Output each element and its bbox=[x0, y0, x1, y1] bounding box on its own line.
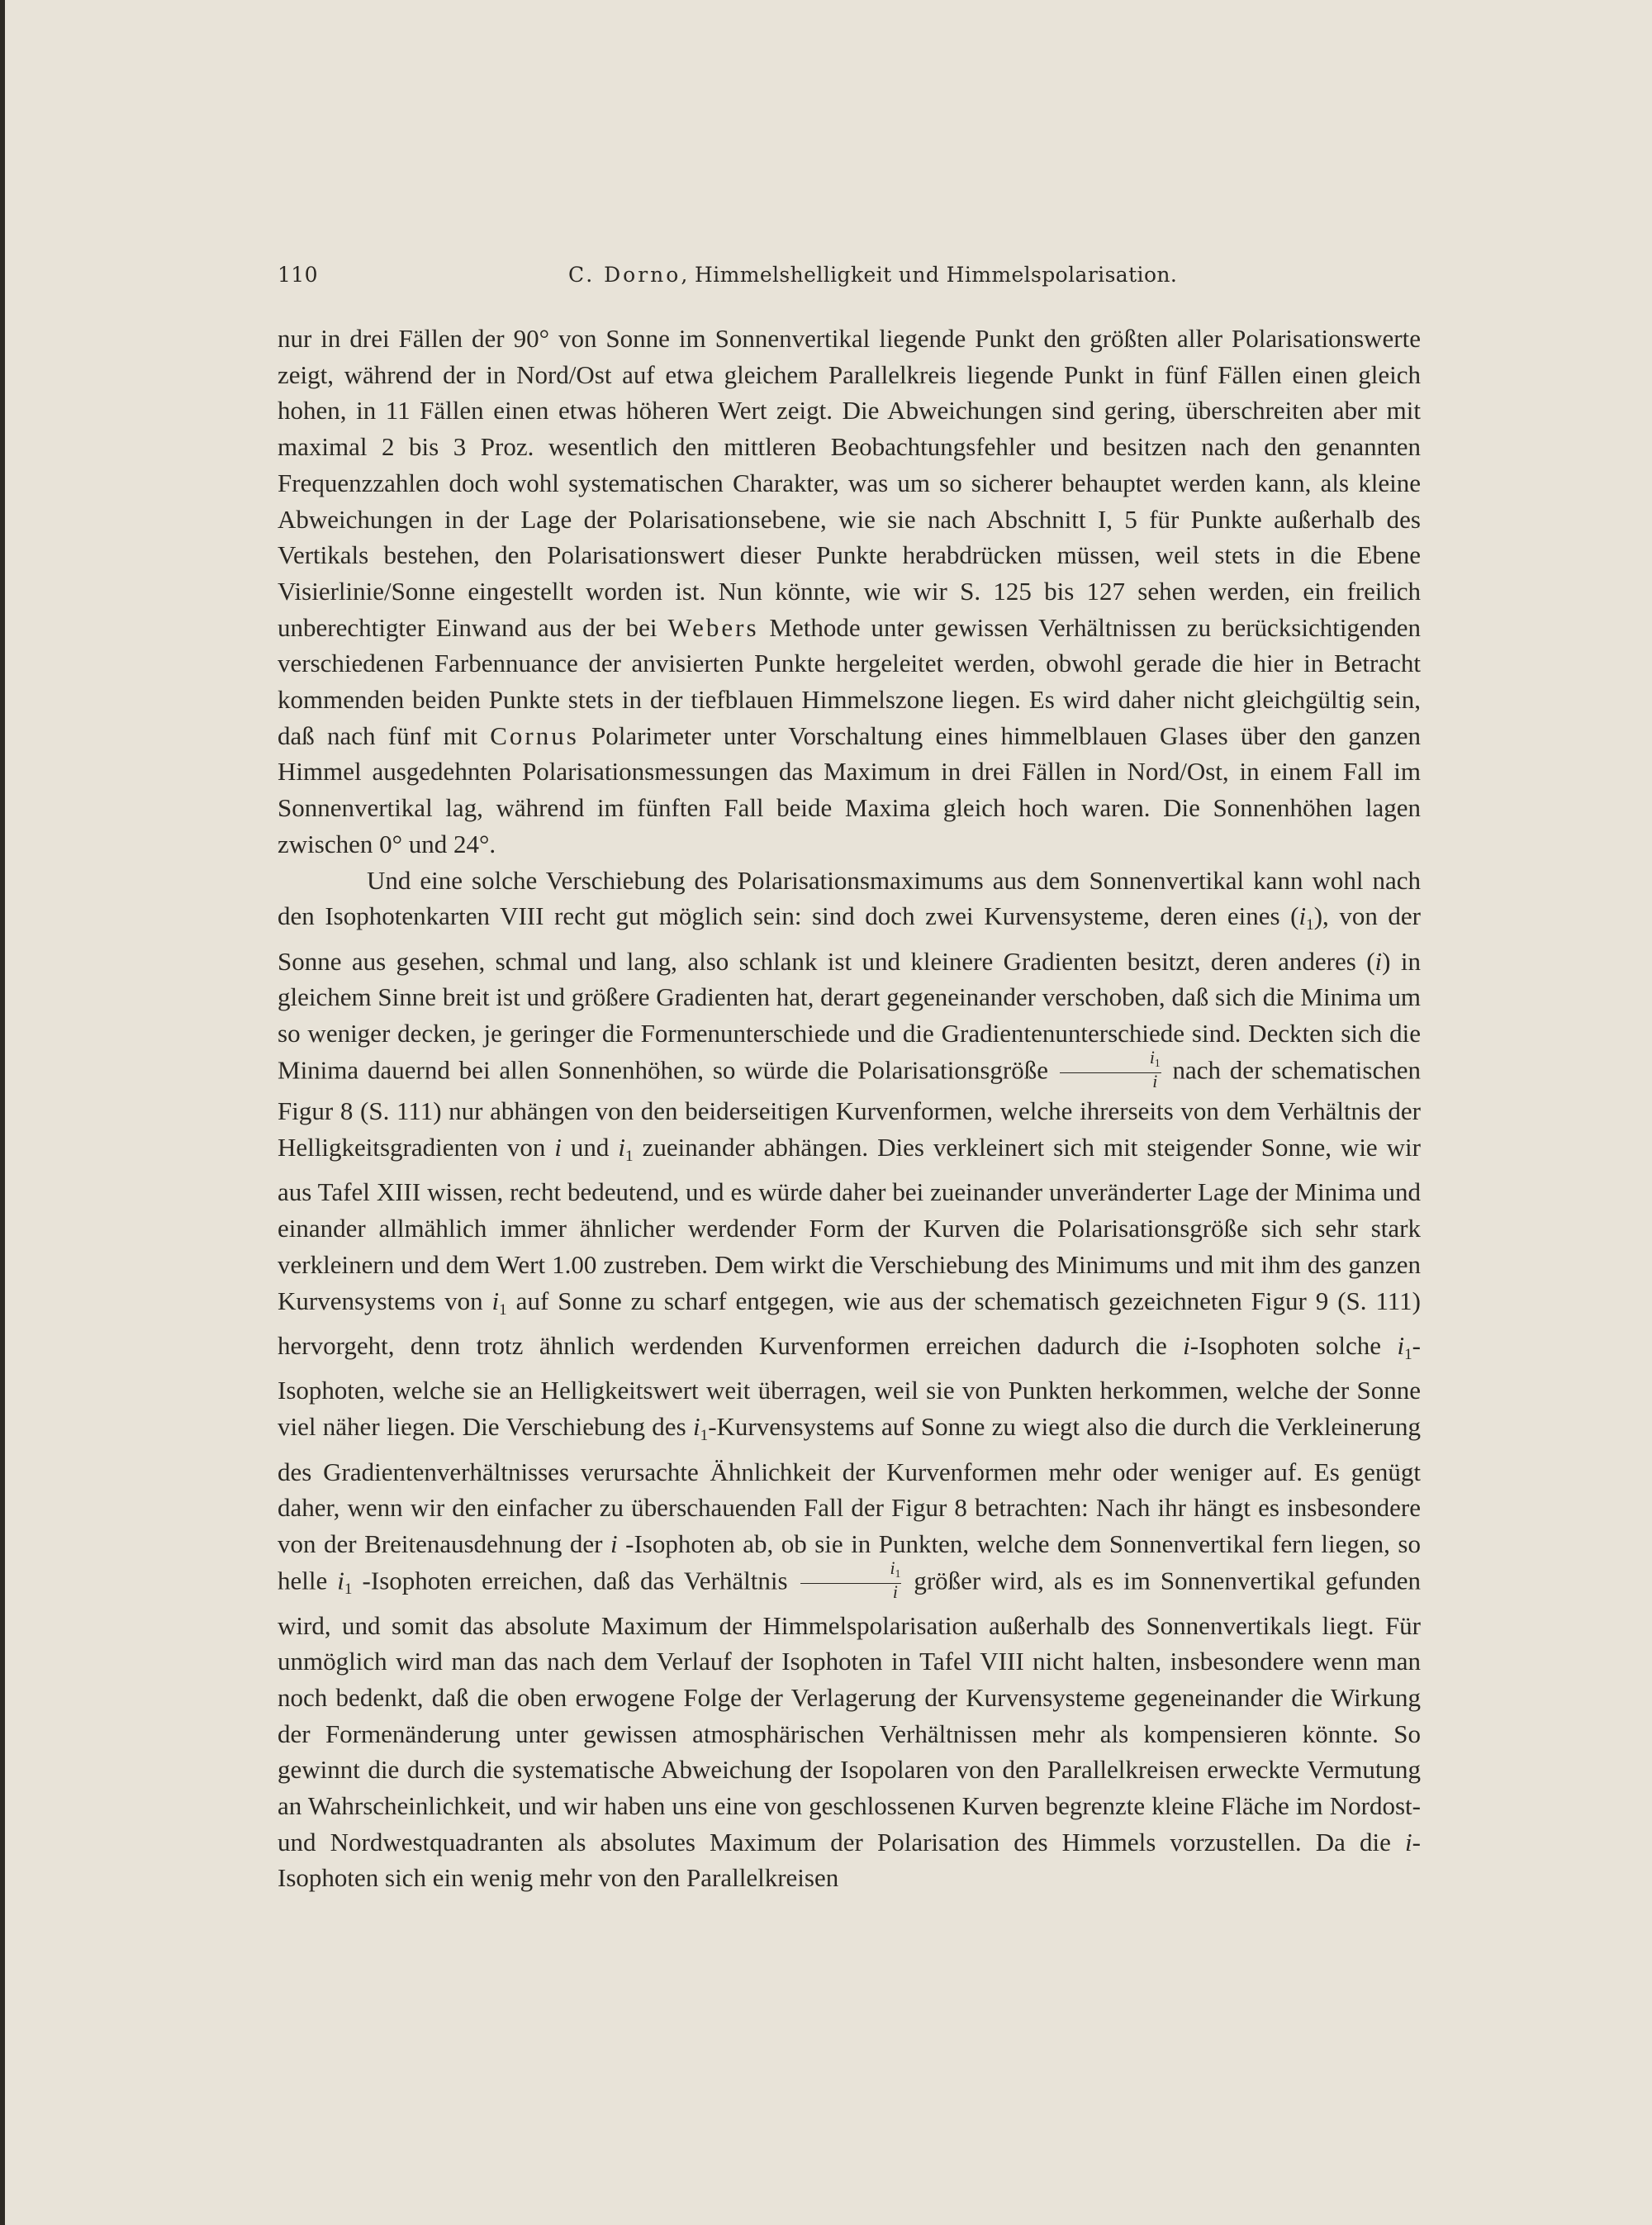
fraction-i1-over-i: $\frac{i_1}{i}$ bbox=[1060, 1049, 1161, 1091]
person-name-cornus: Cornus bbox=[490, 720, 579, 750]
page-number: 110 bbox=[278, 263, 318, 287]
running-title bbox=[568, 263, 1177, 287]
author-name: C. Dorno bbox=[568, 263, 681, 287]
running-header bbox=[278, 263, 1421, 296]
fraction-i1-over-i: $\frac{i_1}{i}$ bbox=[800, 1560, 902, 1601]
title-text: , Himmelshelligkeit und Himmelspolarisation. bbox=[681, 263, 1178, 287]
paragraph: Und eine solche Verschiebung des Polarisationsmaximums aus dem Sonnenvertikal kann wohl nach den Isophotenkarten VIII recht gut möglich sein: sind doch zwei Kurvensysteme, deren eines $(i_1)$, von der Sonne aus gesehen, schmal und lang, also schlank ist und kleinere Gradienten besitzt, deren anderes (i) in gleichem Sinne breit ist und größere Gradienten hat, derart gegeneinander verschoben, daß sich die Minima um so weniger decken, je geringer die Formenunterschiede und die Gradientenunterschiede sind. Deckten sich die Minima dauernd bei allen Sonnenhöhen, so würde die Polarisationsgröße $\frac{i_1}{i}$ nach der schematischen Figur 8 (S. 111) nur abhängen von den beiderseitigen Kurvenformen, welche ihrerseits von dem Verhältnis der Helligkeitsgradienten von i und $i_1$ zueinander abhängen. Dies verkleinert sich mit steigender Sonne, wie wir aus Tafel XIII wissen, recht bedeutend, und es würde daher bei zueinander unveränderter Lage der Minima und einander allmählich immer ähnlicher werdender Form der Kurven die Polarisationsgröße sich sehr stark verkleinern und dem Wert 1.00 zustreben. Dem wirkt die Verschiebung des Minimums und mit ihm des ganzen Kurvensystems von $i_1$ auf Sonne zu scharf entgegen, wie aus der schematisch gezeichneten Figur 9 (S. 111) hervorgeht, denn trotz ähnlich werdenden Kurvenformen erreichen dadurch die i-Isophoten solche $i_1$-Isophoten, welche sie an Helligkeitswert weit überragen, weil sie von Punkten herkommen, welche der Sonne viel näher liegen. Die Verschiebung des $i_1$-Kurvensystems auf Sonne zu wiegt also die durch die Verkleinerung des Gradientenverhältnisses verursachte Ähnlichkeit der Kurvenformen mehr oder weniger auf. Es genügt daher, wenn wir den einfacher zu überschauenden Fall der Figur 8 betrachten: Nach ihr hängt es insbesondere von der Breitenausdehnung der i -Isophoten ab, ob sie in Punkten, welche dem Sonnenvertikal fern liegen, so helle $i_1$ -Isophoten erreichen, daß das Verhältnis $\frac{i_1}{i}$ größer wird, als es im Sonnenvertikal gefunden wird, und somit das absolute Maximum der Himmelspolarisation außerhalb des Sonnenvertikals liegt. Für unmöglich wird man das nach dem Verlauf der Isophoten in Tafel VIII nicht halten, insbesondere wenn man noch bedenkt, daß die oben erwogene Folge der Verlagerung der Kurvensysteme gegeneinander die Wirkung der Formenänderung unter gewissen atmosphärischen Verhältnissen mehr als kompensieren könnte. So gewinnt die durch die systematische Abweichung der Isopolaren von den Parallelkreisen erweckte Vermutung an Wahrscheinlichkeit, und wir haben uns eine von geschlossenen Kurven begrenzte kleine Fläche im Nordost- und Nordwestquadranten als absolutes Maximum der Polarisation des Himmels vorzustellen. Da die i-Isophoten sich ein wenig mehr von den Parallelkreisen bbox=[278, 865, 1422, 1893]
body-text bbox=[278, 321, 1421, 1896]
book-page bbox=[5, 0, 1652, 2225]
person-name-webers: Webers bbox=[667, 612, 759, 642]
paragraph: nur in drei Fällen der 90° von Sonne im Sonnenvertikal liegende Punkt den größten aller Polarisationswerte zeigt, während der in Nord/Ost auf etwa gleichem Parallelkreis liegende Punkt in fünf Fällen einen gleich hohen, in 11 Fällen einen etwas höheren Wert zeigt. Die Abweichungen sind gering, überschreiten aber mit maximal 2 bis 3 Proz. wesentlich den mittleren Beobachtungsfehler und besitzen nach den genannten Frequenzzahlen doch wohl systematischen Charakter, was um so sicherer behauptet werden kann, als kleine Abweichungen in der Lage der Polarisationsebene, wie sie nach Abschnitt I, 5 für Punkte außerhalb des Vertikals bestehen, den Polarisationswert dieser Punkte herabdrücken müssen, weil stets in die Ebene Visierlinie/Sonne eingestellt worden ist. Nun könnte, wie wir S. 125 bis 127 sehen werden, ein freilich unberechtigter Einwand aus der bei Webers Methode unter gewissen Verhältnissen zu berücksichtigenden verschiedenen Farbennuance der anvisierten Punkte hergeleitet werden, obwohl gerade die hier in Betracht kommenden beiden Punkte stets in der tiefblauen Himmelszone liegen. Es wird daher nicht gleichgültig sein, daß nach fünf mit Cornus Polarimeter unter Vorschaltung eines himmelblauen Glases über den ganzen Himmel ausgedehnten Polarisationsmessungen das Maximum in drei Fällen in Nord/Ost, in einem Fall im Sonnenvertikal lag, während im fünften Fall beide Maxima gleich hoch waren. Die Sonnenhöhen lagen zwischen 0° und 24°. bbox=[278, 324, 1422, 858]
